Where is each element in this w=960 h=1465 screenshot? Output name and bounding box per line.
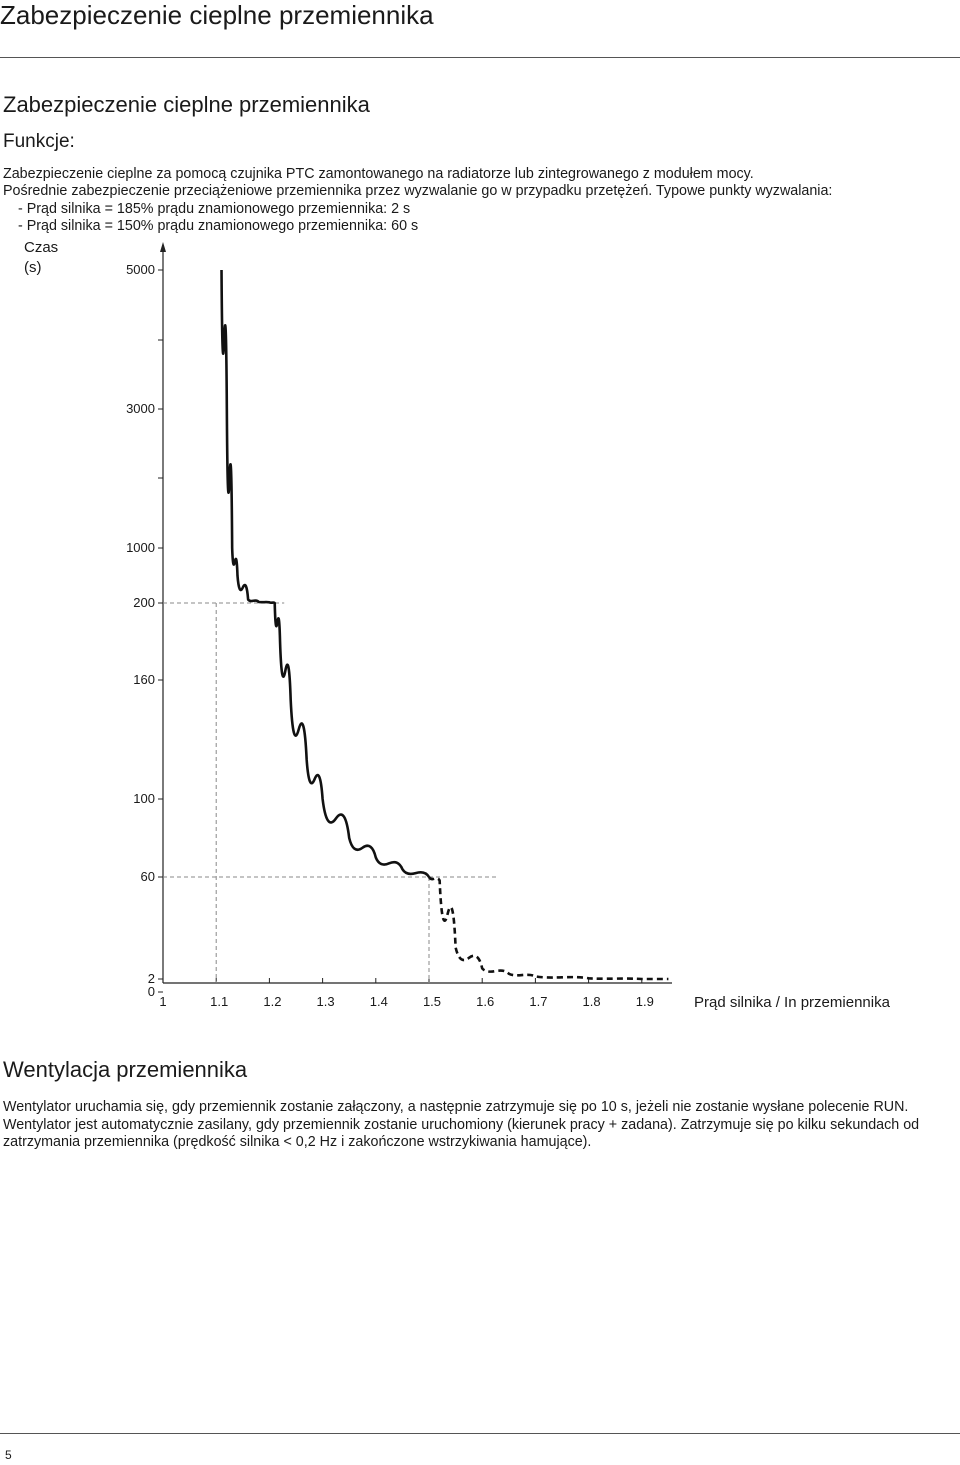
y-tick-label: 160 (133, 672, 155, 687)
trip-curve-solid-series (222, 270, 429, 877)
x-tick-label: 1.8 (582, 994, 601, 1009)
header-divider (0, 57, 960, 58)
x-tick-label: 1.9 (635, 994, 654, 1009)
y-tick-label: 2 (147, 971, 155, 986)
trip-curve-dashed-series (429, 877, 668, 979)
y-tick-label: 200 (133, 595, 155, 610)
trip-curve-chart (0, 230, 960, 1030)
bullet-150-percent: - Prąd silnika = 150% prądu znamionowego przemiennika: 60 s (18, 218, 419, 234)
x-tick-label: 1.2 (263, 994, 282, 1009)
x-tick-label: 1.7 (529, 994, 548, 1009)
x-tick-label: 1.3 (316, 994, 335, 1009)
x-tick-label: 1.6 (476, 994, 495, 1009)
section-title-thermal: Zabezpieczenie cieplne przemiennika (3, 92, 370, 117)
y-tick-label: 1000 (126, 540, 155, 555)
chart-series (222, 270, 669, 979)
paragraph-line-2: Pośrednie zabezpieczenie przeciążeniowe przemiennika przez wyzwalanie go w przypadku przetężeń. Typowe punkty wyzwalania: (3, 183, 833, 199)
ventilation-line-3: zatrzymania przemiennika (prędkość silnika < 0,2 Hz i zakończone wstrzykiwania hamujące). (3, 1134, 592, 1150)
y-axis-label-line2: (s) (24, 259, 42, 276)
x-tick-label: 1.5 (422, 994, 442, 1009)
x-axis-label: Prąd silnika / In przemiennika (694, 994, 890, 1011)
page-number: 5 (5, 1448, 12, 1462)
x-tick-label: 1 (159, 994, 167, 1009)
trip-curve-svg (0, 230, 960, 1030)
chart-axes (158, 242, 672, 992)
x-tick-label: 1.4 (369, 994, 388, 1009)
page-header-title: Zabezpieczenie cieplne przemiennika (0, 0, 434, 30)
paragraph-line-1: Zabezpieczenie cieplne za pomocą czujnika PTC zamontowanego na radiatorze lub zintegrowanego z modułem mocy. (3, 166, 754, 182)
chart-reference-lines (163, 603, 497, 983)
y-axis-arrow (160, 242, 166, 252)
y-tick-label: 100 (133, 791, 155, 806)
y-axis-label-line1: Czas (24, 239, 59, 256)
section-title-ventilation: Wentylacja przemiennika (3, 1057, 248, 1082)
ventilation-line-2: Wentylator jest automatycznie zasilany, gdy przemiennik zostanie uruchomiony (kierunek pracy + zadana). Zatrzymuje się po kilku sekundach od (3, 1117, 920, 1133)
y-tick-label: 0 (147, 984, 155, 999)
subtitle-functions: Funkcje: (3, 131, 75, 152)
y-tick-label: 5000 (126, 262, 155, 277)
y-tick-label: 3000 (126, 401, 155, 416)
bullet-185-percent: - Prąd silnika = 185% prądu znamionowego przemiennika: 2 s (18, 201, 411, 217)
x-tick-label: 1.1 (210, 994, 229, 1009)
chart-labels (24, 239, 891, 1011)
y-tick-label: 60 (140, 869, 155, 884)
footer-divider (0, 1433, 960, 1434)
ventilation-line-1: Wentylator uruchamia się, gdy przemiennik zostanie załączony, a następnie zatrzymuje się po 10 s, jeżeli nie zostanie wysłane polecenie RUN. (3, 1099, 909, 1115)
